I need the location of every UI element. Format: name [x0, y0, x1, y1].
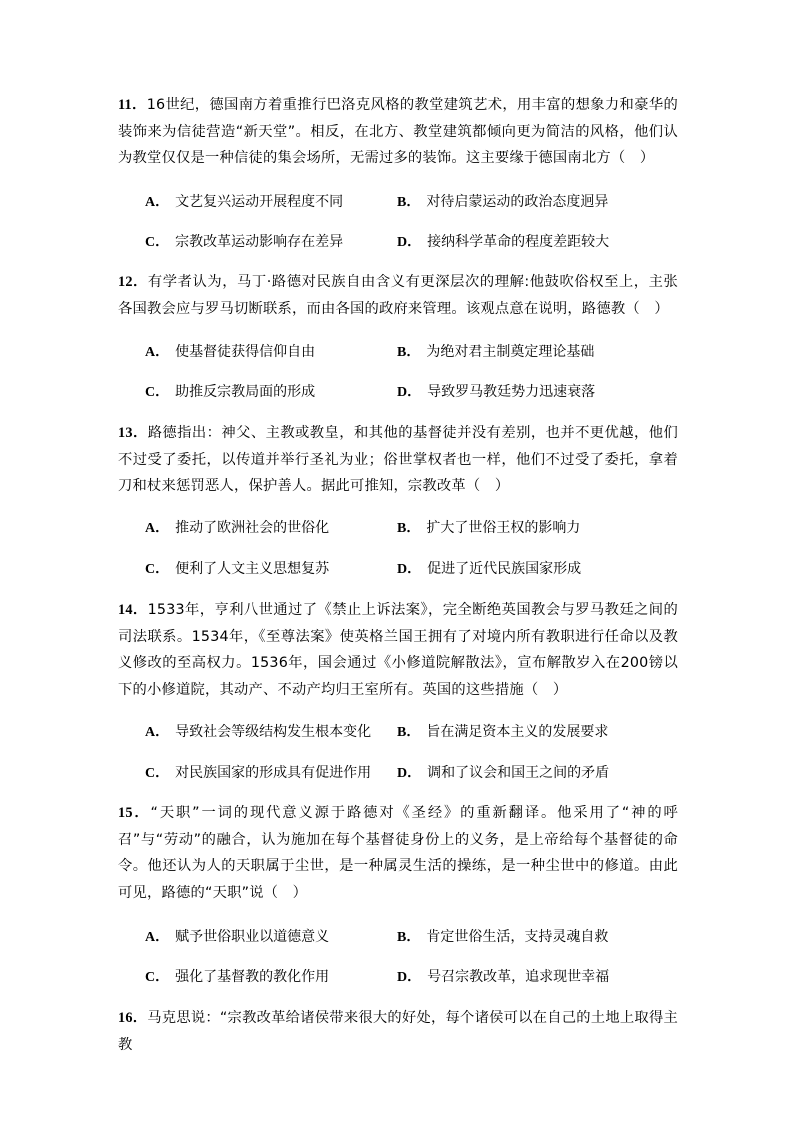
question-14-stem	[118, 597, 678, 703]
option-15-d: D． 号召宗教改革，追求现世幸福	[397, 969, 610, 985]
option-12-c: C． 助推反宗教局面的形成	[145, 384, 316, 400]
option-13-c: C． 便利了人文主义思想复苏	[145, 561, 330, 577]
option-15-b: B． 肯定世俗生活，支持灵魂自救	[397, 929, 609, 945]
question-number: 16．	[118, 1010, 148, 1026]
question-number: 14．	[118, 602, 148, 618]
option-15-c: C． 强化了基督教的教化作用	[145, 969, 330, 985]
question-stem-text: 16世纪，德国南方着重推行巴洛克风格的教堂建筑艺术，用丰富的想象力和豪华的装饰来为信徒营造“新天堂”。相反，在北方、教堂建筑都倾向更为简洁的风格，他们认为教堂仅仅是一种信徒的集会场所，无需过多的装饰。这主要缘于德国南北方（ ）	[118, 97, 679, 167]
question-number: 15．	[118, 805, 151, 821]
question-number: 11．	[118, 97, 147, 113]
question-15-stem	[118, 800, 678, 906]
question-stem-text: 马克思说：“宗教改革给诸侯带来很大的好处，每个诸侯可以在自己的土地上取得主教	[118, 1010, 678, 1053]
option-13-b: B． 扩大了世俗王权的影响力	[397, 520, 581, 536]
question-stem-text: “天职”一词的现代意义源于路德对《圣经》的重新翻译。他采用了“神的呼召”与“劳动”的融合，认为施加在每个基督徒身份上的义务，是上帝给每个基督徒的命令。他还认为人的天职属于尘世，是一种属灵生活的操练，是一种尘世中的修道。由此可见，路德的“天职”说（ ）	[118, 805, 678, 901]
option-12-a: A． 使基督徒获得信仰自由	[145, 344, 316, 360]
question-stem-text: 1533年，亨利八世通过了《禁止上诉法案》，完全断绝英国教会与罗马教廷之间的司法联系。1534年，《至尊法案》使英格兰国王拥有了对境内所有教职进行任命以及教义修改的至高权力。1536年，国会通过《小修道院解散法》，宣布解散岁入在200镑以下的小修道院，其动产、不动产均归王室所有。英国的这些措施（ ）	[118, 602, 678, 698]
option-14-d: D． 调和了议会和国王之间的矛盾	[397, 765, 610, 781]
option-12-b: B． 为绝对君主制奠定理论基础	[397, 344, 595, 360]
option-14-a: A． 导致社会等级结构发生根本变化	[145, 724, 372, 740]
option-11-a: A． 文艺复兴运动开展程度不同	[145, 194, 344, 210]
question-13-stem	[118, 420, 678, 500]
option-15-a: A． 赋予世俗职业以道德意义	[145, 929, 330, 945]
question-number: 12．	[118, 274, 148, 290]
question-11-stem	[118, 92, 678, 172]
option-11-c: C． 宗教改革运动影响存在差异	[145, 234, 344, 250]
question-16-stem	[118, 1005, 678, 1058]
question-stem-text: 路德指出：神父、主教或教皇，和其他的基督徒并没有差别，也并不更优越，他们不过受了委托，以传道并举行圣礼为业；俗世掌权者也一样，他们不过受了委托，拿着刀和杖来惩罚恶人，保护善人。据此可推知，宗教改革（ ）	[118, 425, 678, 495]
option-11-b: B． 对待启蒙运动的政治态度迥异	[397, 194, 609, 210]
option-14-b: B． 旨在满足资本主义的发展要求	[397, 724, 609, 740]
option-14-c: C． 对民族国家的形成具有促进作用	[145, 765, 372, 781]
option-13-a: A． 推动了欧洲社会的世俗化	[145, 520, 330, 536]
option-12-d: D． 导致罗马教廷势力迅速衰落	[397, 384, 596, 400]
question-number: 13．	[118, 425, 148, 441]
question-stem-text: 有学者认为，马丁·路德对民族自由含义有更深层次的理解:他鼓吹俗权至上，主张各国教会应与罗马切断联系，而由各国的政府来管理。该观点意在说明，路德教（ ）	[118, 274, 678, 317]
option-13-d: D． 促进了近代民族国家形成	[397, 561, 582, 577]
question-12-stem	[118, 269, 678, 322]
option-11-d: D． 接纳科学革命的程度差距较大	[397, 234, 610, 250]
